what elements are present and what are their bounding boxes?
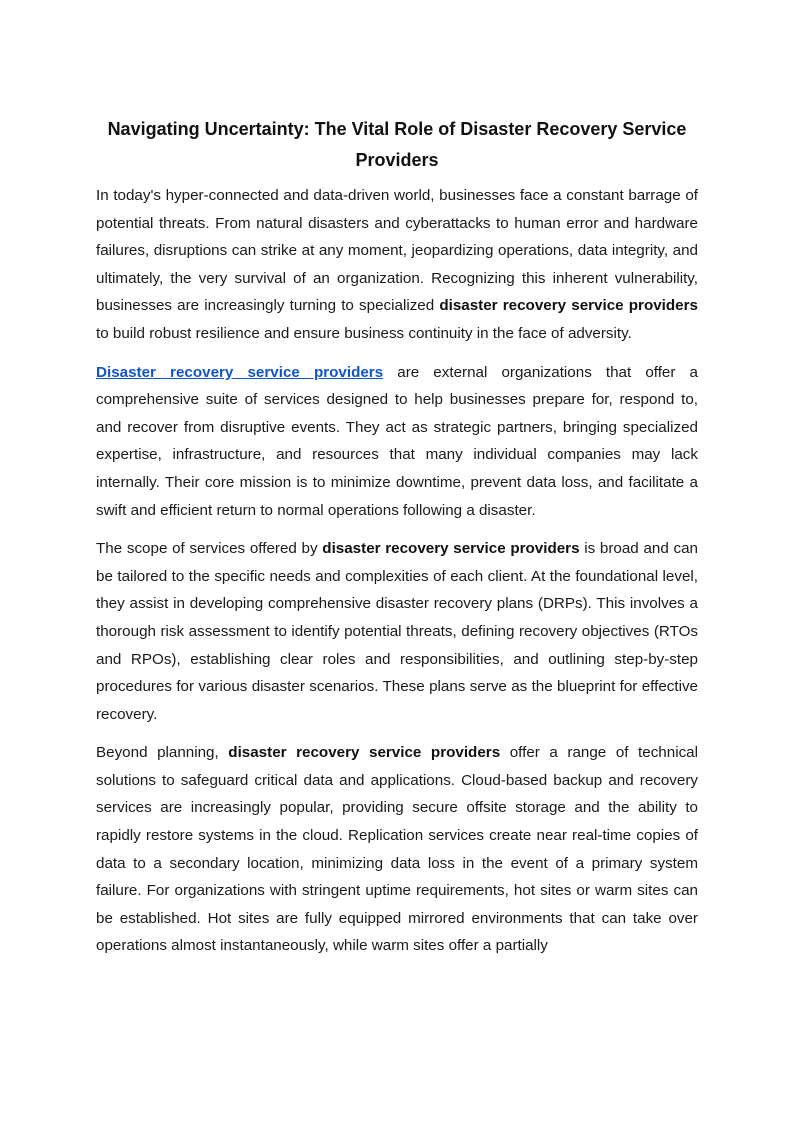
paragraph-scope — [96, 535, 698, 728]
paragraph-text: is broad and can be tailored to the specific needs and complexities of each client. At the foundational level, they assist in developing comprehensive disaster recovery plans (DRPs). This involves a thorough risk assessment to identify potential threats, defining recovery objectives (RTOs and RPOs), establishing clear roles and responsibilities, and outlining step-by-step procedures for various disaster scenarios. These plans serve as the blueprint for effective recovery. — [96, 540, 698, 723]
paragraph-text: to build robust resilience and ensure business continuity in the face of adversity. — [96, 324, 632, 342]
bold-keyword: disaster recovery service providers — [228, 744, 501, 762]
paragraph-definition — [96, 359, 698, 525]
paragraph-text: The scope of services offered by — [96, 540, 323, 558]
disaster-recovery-link[interactable]: Disaster recovery service providers — [96, 363, 384, 381]
bold-keyword: disaster recovery service providers — [322, 540, 580, 558]
paragraph-text: are external organizations that offer a comprehensive suite of services designed to help businesses prepare for, respond to, and recover from disruptive events. They act as strategic partners, bringing specialized expertise, infrastructure, and resources that many individual companies may lack internally. Their core mission is to minimize downtime, prevent data loss, and facilitate a swift and efficient return to normal operations following a disaster. — [96, 363, 698, 519]
document-page — [96, 114, 698, 971]
bold-keyword: disaster recovery service providers — [439, 297, 698, 315]
paragraph-text: Beyond planning, — [96, 744, 229, 762]
paragraph-technical — [96, 739, 698, 960]
paragraph-text: In today's hyper-connected and data-driven world, businesses face a constant barrage of potential threats. From natural disasters and cyberattacks to human error and hardware failures, disruptions can strike at any moment, jeopardizing operations, data integrity, and ultimately, the very survival of an organization. Recognizing this inherent vulnerability, businesses are increasingly turning to specialized — [96, 187, 698, 315]
paragraph-text: offer a range of technical solutions to safeguard critical data and applications. Cloud-based backup and recovery services are increasingly popular, providing secure offsite storage and the ability to rapidly restore systems in the cloud. Replication services create near real-time copies of data to a secondary location, minimizing data loss in the event of a primary system failure. For organizations with stringent uptime requirements, hot sites or warm sites can be established. Hot sites are fully equipped mirrored environments that can take over operations almost instantaneously, while warm sites offer a partially — [96, 744, 698, 955]
paragraph-intro — [96, 182, 698, 348]
page-title: Navigating Uncertainty: The Vital Role of Disaster Recovery Service Providers — [107, 119, 687, 170]
